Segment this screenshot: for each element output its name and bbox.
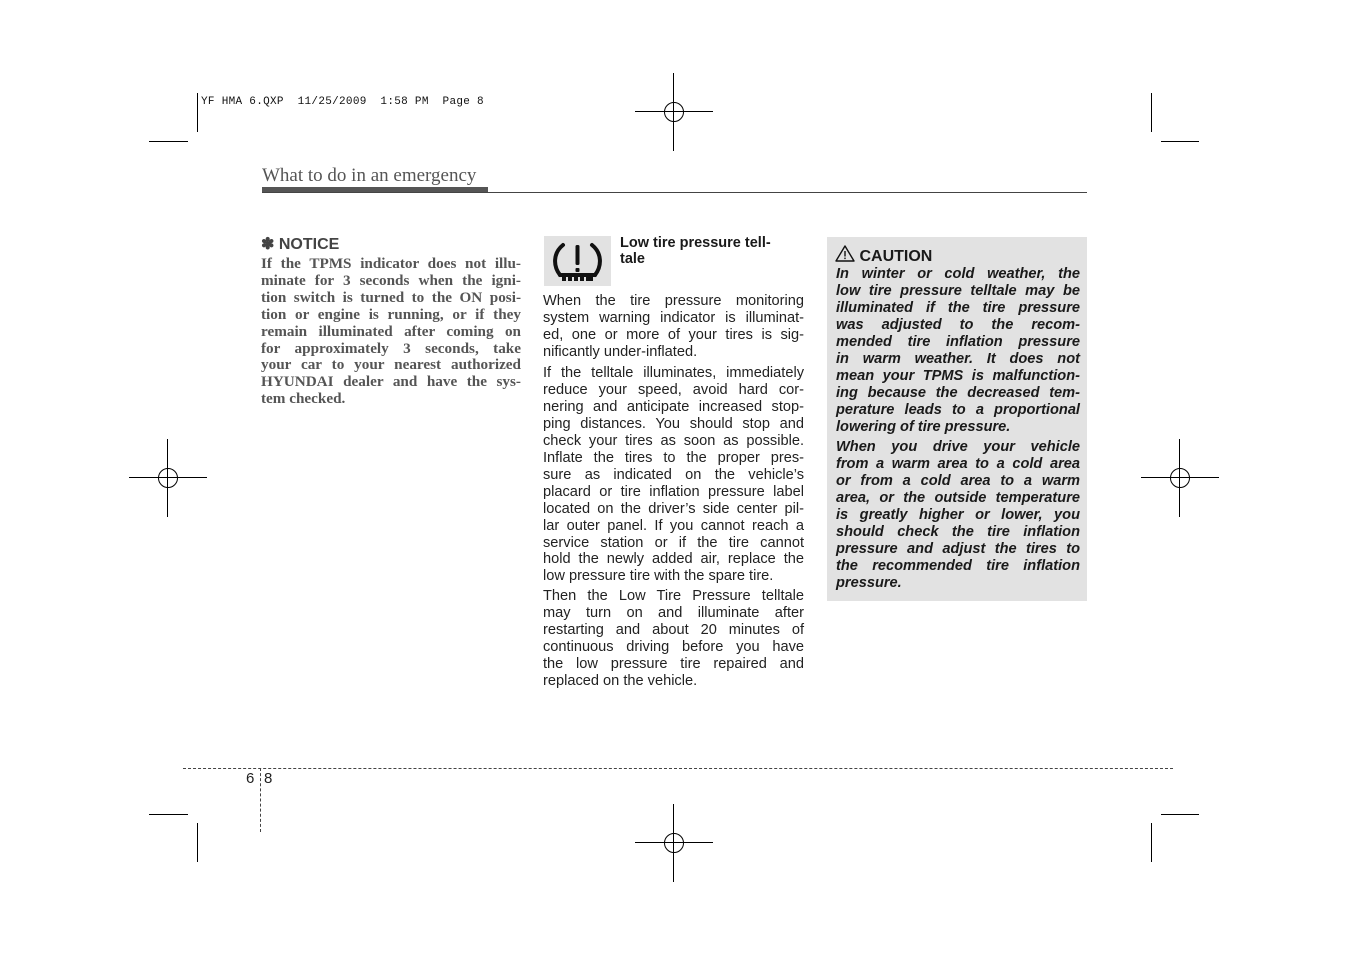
- footer-dashed-rule: [183, 768, 1173, 769]
- notice-symbol-icon: ✽: [261, 236, 275, 253]
- registration-mark: [129, 439, 207, 517]
- telltale-icon-box: [544, 236, 611, 286]
- text-line: When the tire pressure monitoring: [543, 293, 804, 309]
- notice-line: your car to your nearest authorized: [261, 356, 521, 374]
- crop-mark: [149, 141, 188, 142]
- text-line: continuous driving before you have: [543, 638, 804, 655]
- telltale-heading-line: tale: [620, 251, 645, 267]
- text-line: in warm weather. It does not: [836, 350, 1080, 367]
- caution-paragraph-1: [836, 266, 1080, 436]
- text-line: is greatly higher or lower, you: [836, 506, 1080, 523]
- text-line: located on the driver’s side center pil-: [543, 500, 804, 517]
- notice-line: for approximately 3 seconds, take: [261, 339, 521, 357]
- notice-line: minate for 3 seconds when the igni-: [261, 271, 521, 289]
- text-line: replaced on the vehicle.: [543, 672, 698, 689]
- section-title: What to do in an emergency: [262, 165, 477, 186]
- crop-mark: [149, 814, 188, 815]
- notice-heading: [261, 234, 339, 254]
- section-title-rule: [262, 192, 1087, 193]
- crop-mark: [1161, 141, 1199, 142]
- telltale-heading: [620, 235, 800, 267]
- page-section-number: 6: [246, 770, 255, 787]
- text-line: mended tire inflation pressure: [836, 333, 1080, 350]
- text-line: the recommended tire inflation: [836, 557, 1080, 574]
- notice-line: tion or engine is running, or if they: [261, 305, 521, 323]
- text-line: ed, one or more of your tires is sig-: [543, 326, 804, 343]
- telltale-paragraph-3: [543, 588, 804, 690]
- registration-mark: [1141, 439, 1219, 517]
- text-line: When you drive your vehicle: [836, 439, 1080, 455]
- text-line: nificantly under-inflated.: [543, 343, 698, 360]
- crop-mark: [1161, 814, 1199, 815]
- crop-mark: [197, 823, 198, 862]
- telltale-heading-line: Low tire pressure tell-: [620, 235, 771, 251]
- crop-mark: [1151, 93, 1152, 132]
- notice-line: If the TPMS indicator does not illu-: [261, 255, 521, 272]
- notice-body: [261, 256, 521, 408]
- notice-line: tion switch is turned to the ON posi-: [261, 288, 521, 306]
- text-line: perature leads to a proportional: [836, 401, 1080, 418]
- page-number: 8: [264, 770, 273, 787]
- text-line: should check the tire inflation: [836, 523, 1080, 540]
- text-line: check your tires as soon as possible.: [543, 432, 804, 449]
- text-line: ing because the decreased tem-: [836, 384, 1080, 401]
- text-line: from a warm area to a cold area: [836, 455, 1080, 472]
- text-line: pressure and adjust the tires to: [836, 540, 1080, 557]
- notice-line: remain illuminated after coming on: [261, 322, 521, 340]
- text-line: area, or the outside temperature: [836, 489, 1080, 506]
- text-line: mean your TPMS is malfunction-: [836, 367, 1080, 384]
- text-line: nering and anticipate increased stop-: [543, 398, 804, 415]
- text-line: was adjusted to the recom-: [836, 316, 1080, 333]
- text-line: low pressure tire with the spare tire.: [543, 568, 774, 585]
- warning-triangle-icon: [835, 245, 855, 262]
- text-line: illuminated if the tire pressure: [836, 299, 1080, 316]
- registration-mark: [635, 73, 713, 151]
- text-line: restarting and about 20 minutes of: [543, 621, 804, 638]
- print-slug: YF HMA 6.QXP 11/25/2009 1:58 PM Page 8: [201, 96, 484, 108]
- caution-paragraph-2: [836, 439, 1080, 592]
- text-line: placard or tire inflation pressure label: [543, 483, 804, 500]
- text-line: If the telltale illuminates, immediately: [543, 365, 804, 381]
- text-line: sure as indicated on the vehicle’s: [543, 466, 804, 483]
- text-line: low tire pressure telltale may be: [836, 282, 1080, 299]
- text-line: hold the newly added air, replace the: [543, 551, 804, 568]
- text-line: or from a cold area to a warm: [836, 472, 1080, 489]
- text-line: lar outer panel. If you cannot reach a: [543, 517, 804, 534]
- registration-mark: [635, 804, 713, 882]
- caution-heading: [835, 245, 932, 266]
- text-line: lowering of tire pressure.: [836, 418, 1011, 435]
- notice-line: tem checked.: [261, 390, 346, 408]
- telltale-paragraph-2: [543, 365, 804, 585]
- text-line: system warning indicator is illuminat-: [543, 309, 804, 326]
- text-line: Inflate the tires to the proper pres-: [543, 449, 804, 466]
- telltale-paragraph-1: [543, 293, 804, 361]
- crop-mark: [197, 93, 198, 132]
- text-line: Then the Low Tire Pressure telltale: [543, 588, 804, 604]
- notice-line: HYUNDAI dealer and have the sys-: [261, 373, 521, 391]
- text-line: service station or if the tire cannot: [543, 534, 804, 551]
- low-tire-pressure-icon: [544, 236, 611, 286]
- text-line: pressure.: [836, 574, 902, 591]
- text-line: reduce your speed, avoid hard cor-: [543, 381, 804, 398]
- text-line: the low pressure tire repaired and: [543, 655, 804, 672]
- caution-title: CAUTION: [859, 248, 933, 265]
- footer-dashed-divider: [260, 768, 261, 832]
- crop-mark: [1151, 823, 1152, 862]
- notice-title: NOTICE: [278, 236, 340, 253]
- text-line: may turn on and illuminate after: [543, 604, 804, 621]
- text-line: ping distances. You should stop and: [543, 415, 804, 432]
- text-line: In winter or cold weather, the: [836, 266, 1080, 282]
